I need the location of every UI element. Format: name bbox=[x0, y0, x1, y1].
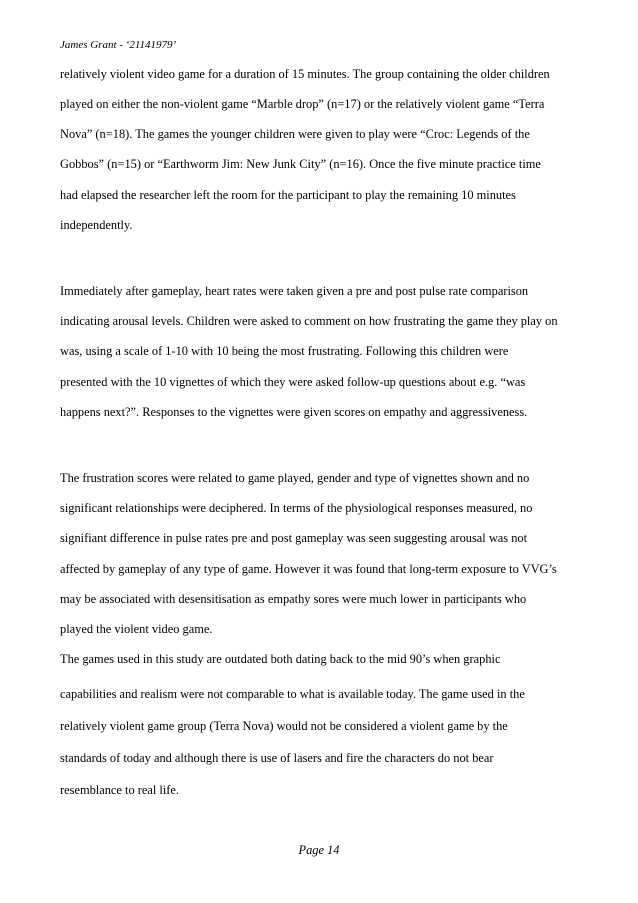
text-line: The games used in this study are outdated both dating back to the mid 90’s when graphic bbox=[60, 652, 501, 666]
text-line: may be associated with desensitisation as empathy sores were much lower in participants who bbox=[60, 592, 527, 606]
text-line: independently. bbox=[60, 218, 133, 232]
text-line: Gobbos” (n=15) or “Earthworm Jim: New Junk City” (n=16). Once the five minute practice time bbox=[60, 157, 541, 171]
text-line: Immediately after gameplay, heart rates were taken given a pre and post pulse rate comparison bbox=[60, 284, 529, 298]
text-line: relatively violent video game for a duration of 15 minutes. The group containing the older children bbox=[60, 67, 550, 81]
text-line: happens next?”. Responses to the vignettes were given scores on empathy and aggressiveness. bbox=[60, 405, 528, 419]
text-line: indicating arousal levels. Children were asked to comment on how frustrating the game they play on bbox=[60, 314, 558, 328]
text-line: standards of today and although there is use of lasers and fire the characters do not bear bbox=[60, 751, 494, 765]
text-line: relatively violent game group (Terra Nova) would not be considered a violent game by the bbox=[60, 719, 508, 733]
text-line: was, using a scale of 1-10 with 10 being the most frustrating. Following this children were bbox=[60, 344, 509, 358]
text-line: Nova” (n=18). The games the younger children were given to play were “Croc: Legends of the bbox=[60, 127, 530, 141]
text-line: capabilities and realism were not comparable to what is available today. The game used in the bbox=[60, 687, 525, 701]
text-line: signifiant difference in pulse rates pre and post gameplay was seen suggesting arousal was not bbox=[60, 531, 528, 545]
text-line: played on either the non-violent game “Marble drop” (n=17) or the relatively violent game “Terra bbox=[60, 97, 545, 111]
text-line: significant relationships were deciphered. In terms of the physiological responses measured, no bbox=[60, 501, 533, 515]
text-line: presented with the 10 vignettes of which they were asked follow-up questions about e.g. “was bbox=[60, 375, 526, 389]
text-line: resemblance to real life. bbox=[60, 783, 180, 797]
text-line: played the violent video game. bbox=[60, 622, 213, 636]
text-line: had elapsed the researcher left the room for the participant to play the remaining 10 minutes bbox=[60, 188, 516, 202]
page-header-author: James Grant - ‘21141979’ bbox=[60, 39, 177, 51]
page-number: Page 14 bbox=[298, 843, 340, 857]
text-line: The frustration scores were related to game played, gender and type of vignettes shown and no bbox=[60, 471, 530, 485]
text-line: affected by gameplay of any type of game. However it was found that long-term exposure to VVG’s bbox=[60, 562, 557, 576]
